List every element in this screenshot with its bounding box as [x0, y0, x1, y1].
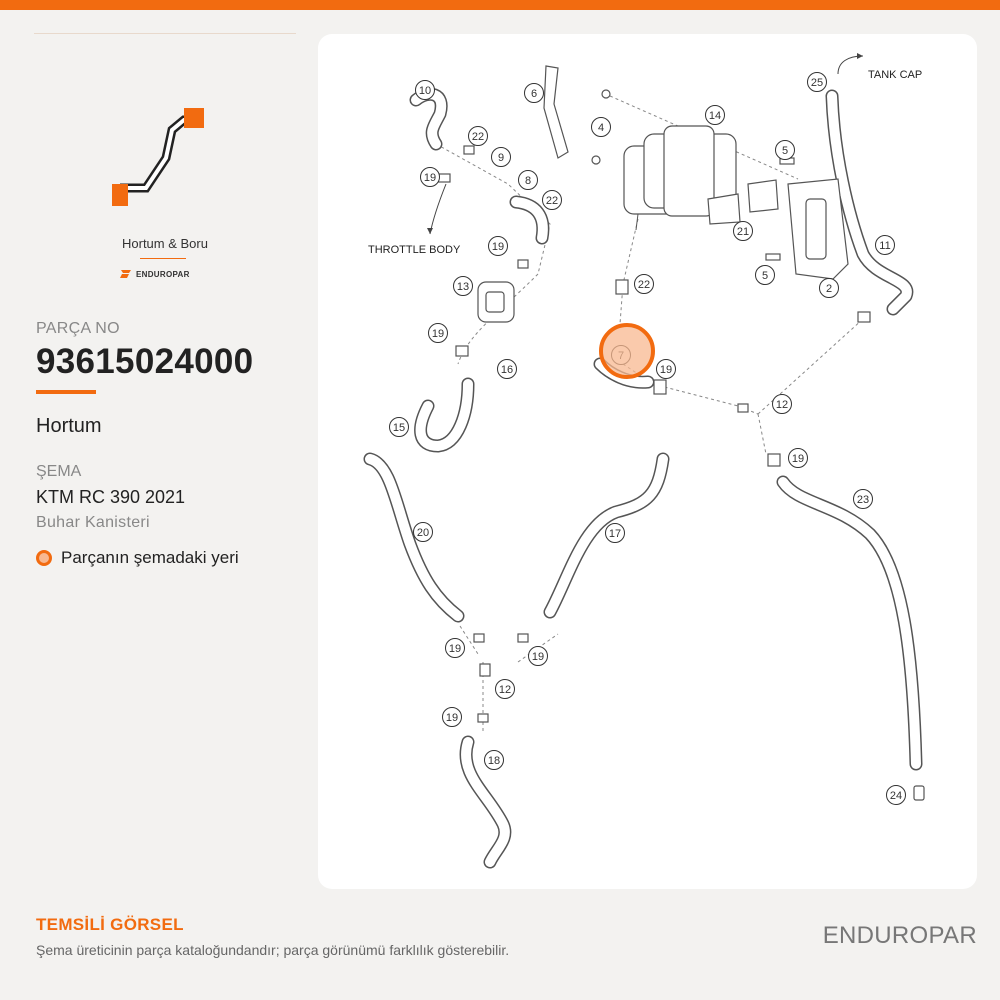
- callout-label: 8: [524, 175, 532, 187]
- top-divider: [34, 33, 296, 34]
- callout-label: 22: [471, 131, 485, 143]
- highlight-marker-7: [601, 325, 653, 377]
- callout-18: [485, 751, 504, 770]
- callout-24: [887, 786, 906, 805]
- callout-2: [820, 279, 839, 298]
- callout-11: [876, 236, 895, 255]
- callout-17: [606, 524, 625, 543]
- brand-small-text: ENDUROPAR: [136, 269, 190, 279]
- callout-label: 15: [392, 422, 406, 434]
- callout-5: [756, 266, 775, 285]
- callout-label: 5: [761, 270, 769, 282]
- callout-22: [469, 127, 488, 146]
- callout-label: 19: [431, 328, 445, 340]
- callout-19: [657, 360, 676, 379]
- legend-marker-icon: [36, 550, 52, 566]
- callout-25: [808, 73, 827, 92]
- part-number-label: PARÇA NO: [36, 320, 120, 337]
- callout-label: 19: [448, 643, 462, 655]
- purge-valve: [478, 282, 514, 322]
- part-number-underline: [36, 390, 96, 394]
- part-number: 93615024000: [36, 342, 254, 381]
- callout-19: [446, 639, 465, 658]
- parts-diagram: [318, 34, 977, 889]
- hose-11: [832, 96, 907, 309]
- callout-22: [635, 275, 654, 294]
- schema-label: ŞEMA: [36, 463, 82, 480]
- hose-20: [370, 459, 458, 616]
- annotation-throttle-body: THROTTLE BODY: [368, 244, 461, 256]
- hose-15: [421, 384, 468, 446]
- part-name: Hortum: [36, 415, 102, 437]
- callout-label: 12: [775, 399, 789, 411]
- callout-12: [496, 680, 515, 699]
- callout-label: 19: [659, 364, 673, 376]
- hose-pipe-icon: [108, 100, 218, 210]
- callout-9: [492, 148, 511, 167]
- callout-label: 19: [791, 453, 805, 465]
- callout-21: [734, 222, 753, 241]
- mount-bracket: [544, 66, 568, 158]
- footer-brand: ENDUROPAR: [822, 922, 977, 949]
- callout-label: 24: [889, 790, 903, 802]
- callout-label: 9: [497, 152, 505, 164]
- schema-model: KTM RC 390 2021: [36, 487, 186, 507]
- callout-label: 19: [423, 172, 437, 184]
- callout-label: 25: [810, 77, 824, 89]
- fitting-24: [914, 786, 924, 800]
- callout-19: [529, 647, 548, 666]
- callout-label: 13: [456, 281, 470, 293]
- callout-label: 12: [498, 684, 512, 696]
- callout-19: [429, 324, 448, 343]
- callout-20: [414, 523, 433, 542]
- diagram-panel: [318, 34, 977, 889]
- callout-label: 19: [531, 651, 545, 663]
- callout-label: 20: [416, 527, 430, 539]
- callout-15: [390, 418, 409, 437]
- callout-label: 5: [781, 145, 789, 157]
- footer-note: Şema üreticinin parça kataloğundandır; parça görünümü farklılık gösterebilir.: [36, 942, 510, 958]
- callout-label: 21: [736, 226, 750, 238]
- legend-text: Parçanın şemadaki yeri: [61, 548, 239, 567]
- hose-10: [416, 94, 441, 144]
- enduropar-logo-icon: [120, 269, 132, 279]
- callout-label: 10: [418, 85, 432, 97]
- callout-16: [498, 360, 517, 379]
- callout-label: 11: [879, 240, 891, 252]
- callout-19: [421, 168, 440, 187]
- callout-label: 22: [637, 279, 651, 291]
- footer-title: TEMSİLİ GÖRSEL: [36, 915, 184, 934]
- category-underline: [140, 258, 186, 259]
- callout-13: [454, 277, 473, 296]
- brand-logo-small: [120, 266, 220, 282]
- location-legend: [36, 548, 239, 568]
- callout-4: [592, 118, 611, 137]
- annotation-tank-cap: TANK CAP: [868, 69, 923, 81]
- callout-22: [543, 191, 562, 210]
- callout-8: [519, 171, 538, 190]
- callout-19: [489, 237, 508, 256]
- callout-5: [776, 141, 795, 160]
- callout-label: 4: [597, 122, 605, 134]
- callout-23: [854, 490, 873, 509]
- callout-label: 2: [825, 283, 833, 295]
- callout-label: 17: [608, 528, 622, 540]
- callout-19: [443, 708, 462, 727]
- hose-8: [516, 202, 543, 238]
- callout-label: 16: [500, 364, 514, 376]
- schema-group: Buhar Kanisteri: [36, 514, 150, 531]
- callout-label: 18: [487, 755, 501, 767]
- top-accent-bar: [0, 0, 1000, 10]
- callout-6: [525, 84, 544, 103]
- callout-10: [416, 81, 435, 100]
- callout-label: 6: [530, 88, 538, 100]
- callout-label: 14: [708, 110, 722, 122]
- canister-bracket: [788, 179, 848, 279]
- callout-12: [773, 395, 792, 414]
- callout-label: 19: [445, 712, 459, 724]
- hose-23: [783, 482, 916, 764]
- callout-19: [789, 449, 808, 468]
- callout-label: 23: [856, 494, 870, 506]
- category-label: Hortum & Boru: [122, 236, 208, 251]
- callout-label: 19: [491, 241, 505, 253]
- callout-14: [706, 106, 725, 125]
- callout-label: 22: [545, 195, 559, 207]
